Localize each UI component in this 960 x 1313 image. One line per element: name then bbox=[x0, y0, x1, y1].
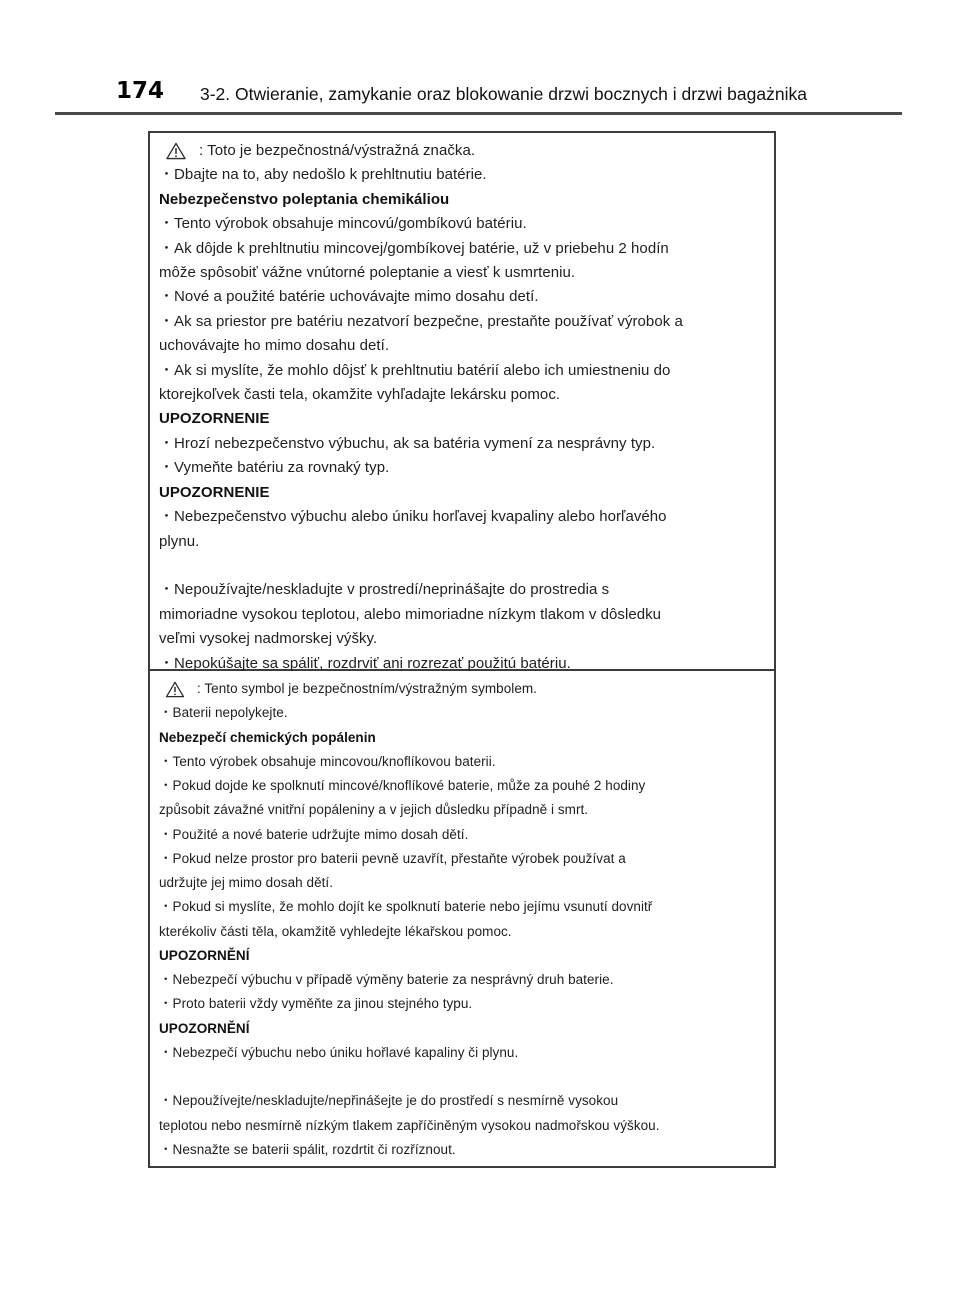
notice-text-line: ・Hrozí nebezpečenstvo výbuchu, ak sa batéria vymení za nesprávny typ. bbox=[159, 434, 656, 452]
warning-symbol-line bbox=[159, 677, 764, 701]
notice-text-line: môže spôsobiť vážne vnútorné poleptanie a viesť k usmrteniu. bbox=[159, 264, 576, 282]
notice-text-line: ・Dbajte na to, aby nedošlo k prehltnutiu batérie. bbox=[159, 166, 487, 184]
notice-text-line: ・Použité a nové baterie udržujte mimo dosah dětí. bbox=[159, 826, 469, 842]
warning-symbol-text: : Toto je bezpečnostná/výstražná značka. bbox=[199, 142, 476, 159]
warning-triangle-icon bbox=[165, 681, 185, 698]
notice-text-line: ・Pokud dojde ke spolknutí mincové/knoflíkové baterie, může za pouhé 2 hodiny bbox=[159, 778, 646, 793]
notice-text-line: ・Nepoužívejte/neskladujte/nepřinášejte je do prostředí s nesmírně vysokou bbox=[159, 1093, 619, 1109]
notice-text-line: ・Tento výrobok obsahuje mincovú/gombíkovú batériu. bbox=[159, 215, 527, 233]
notice-text-line: teplotou nebo nesmírně nízkým tlakem zapříčiněným vysokou nadmořskou výškou. bbox=[159, 1117, 660, 1133]
notice-text-line: veľmi vysokej nadmorskej výšky. bbox=[159, 630, 378, 648]
notice-text-line: ・Baterii nepolykejte. bbox=[159, 705, 288, 721]
notice-text-line: ・Nebezpečí výbuchu nebo úniku hořlavé kapaliny či plynu. bbox=[159, 1044, 519, 1060]
battery-warning-slovak bbox=[150, 133, 774, 671]
section-title: 3-2. Otwieranie, zamykanie oraz blokowanie drzwi bocznych i drzwi bagażnika bbox=[200, 84, 807, 104]
notice-text-line: ・Tento výrobek obsahuje mincovou/knoflíkovou baterii. bbox=[159, 753, 496, 769]
notice-text-line: ・Nebezpečenstvo výbuchu alebo úniku horľavej kvapaliny alebo horľavého bbox=[159, 508, 667, 526]
warning-symbol-text: : Tento symbol je bezpečnostním/výstražným symbolem. bbox=[197, 681, 537, 696]
header-divider bbox=[55, 112, 902, 115]
notice-text-line: ・Ak dôjde k prehltnutiu mincovej/gombíkovej batérie, už v priebehu 2 hodín bbox=[159, 239, 669, 257]
notice-text-line: plynu. bbox=[159, 532, 200, 550]
warning-symbol-line bbox=[159, 139, 764, 163]
blank-line bbox=[159, 554, 764, 578]
notice-text-line: ・Nepokúšajte sa spáliť, rozdrviť ani rozrezať použitú batériu. bbox=[159, 654, 571, 672]
notice-text-line: ・Ak sa priestor pre batériu nezatvorí bezpečne, prestaňte používať výrobok a bbox=[159, 312, 683, 330]
warning-triangle-icon bbox=[165, 142, 187, 160]
page-number: 174 bbox=[116, 78, 165, 104]
notice-text-line: ・Nové a použité batérie uchovávajte mimo dosahu detí. bbox=[159, 288, 539, 306]
notice-text-line: ktorejkoľvek časti tela, okamžite vyhľadajte lekársku pomoc. bbox=[159, 386, 561, 404]
section-heading: UPOZORNENIE bbox=[159, 410, 270, 428]
section-heading: UPOZORNĚNÍ bbox=[159, 1020, 250, 1036]
notice-text-line: ・Pokud nelze prostor pro baterii pevně uzavřít, přestaňte výrobek používat a bbox=[159, 850, 626, 866]
notice-text-line: ・Ak si myslíte, že mohlo dôjsť k prehltnutiu batérií alebo ich umiestneniu do bbox=[159, 361, 671, 379]
notice-text-line: ・Vymeňte batériu za rovnaký typ. bbox=[159, 459, 390, 477]
section-heading: Nebezpečí chemických popálenin bbox=[159, 729, 376, 745]
battery-warning-czech bbox=[150, 671, 774, 1166]
notice-text-line: udržujte jej mimo dosah dětí. bbox=[159, 875, 334, 890]
section-heading: UPOZORNENIE bbox=[159, 483, 270, 501]
notice-text-line: způsobit závažné vnitřní popáleniny a v jejich důsledku případně i smrt. bbox=[159, 802, 589, 818]
section-heading: Nebezpečenstvo poleptania chemikáliou bbox=[159, 190, 450, 208]
notice-text-line: ・Nesnažte se baterii spálit, rozdrtit či rozříznout. bbox=[159, 1141, 456, 1157]
battery-warning-frame bbox=[148, 131, 776, 1168]
blank-line bbox=[159, 1065, 764, 1089]
notice-text-line: uchovávajte ho mimo dosahu detí. bbox=[159, 337, 390, 355]
notice-text-line: mimoriadne vysokou teplotou, alebo mimoriadne nízkym tlakom v dôsledku bbox=[159, 605, 662, 623]
notice-text-line: ・Nepoužívajte/neskladujte v prostredí/neprinášajte do prostredia s bbox=[159, 581, 610, 599]
notice-text-line: ・Proto baterii vždy vyměňte za jinou stejného typu. bbox=[159, 996, 473, 1012]
notice-text-line: ・Nebezpečí výbuchu v případě výměny baterie za nesprávný druh baterie. bbox=[159, 972, 614, 987]
notice-text-line: kterékoliv části těla, okamžitě vyhledejte lékařskou pomoc. bbox=[159, 923, 512, 939]
page-header bbox=[0, 0, 960, 118]
section-heading: UPOZORNĚNÍ bbox=[159, 947, 250, 963]
notice-text-line: ・Pokud si myslíte, že mohlo dojít ke spolknutí baterie nebo jejímu vsunutí dovnitř bbox=[159, 899, 653, 915]
